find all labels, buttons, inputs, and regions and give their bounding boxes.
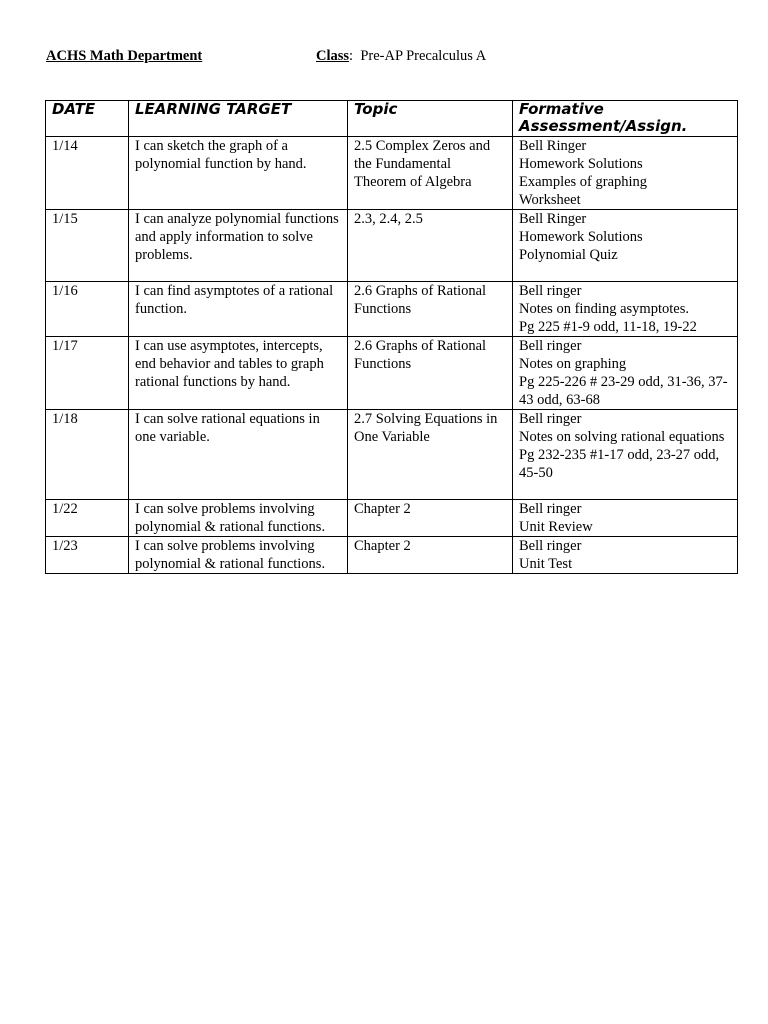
assessment-item: Unit Test: [519, 556, 573, 572]
table-row: [46, 210, 738, 282]
assessment-cell: [513, 410, 738, 500]
assessment-item: Bell ringer: [519, 501, 582, 517]
class-label: Class: [316, 48, 350, 64]
assessment-cell: [513, 337, 738, 410]
assessment-item: Bell Ringer: [519, 138, 587, 154]
topic-cell: 2.7 Solving Equations in One Variable: [348, 410, 513, 500]
assessment-item: Bell ringer: [519, 411, 582, 427]
class-separator: :: [349, 48, 354, 64]
assessment-item: Polynomial Quiz: [519, 247, 618, 263]
column-header-assessment: Formative Assessment/Assign.: [513, 101, 738, 137]
date-cell: 1/14: [46, 137, 129, 210]
column-header-date: DATE: [46, 101, 129, 137]
learning-target-cell: I can solve rational equations in one variable.: [129, 410, 348, 500]
date-cell: 1/18: [46, 410, 129, 500]
assessment-cell: [513, 500, 738, 537]
table-row: [46, 282, 738, 337]
assessment-item: Bell ringer: [519, 283, 582, 299]
topic-cell: Chapter 2: [348, 500, 513, 537]
class-info: [316, 47, 486, 65]
class-name: Pre-AP Precalculus A: [360, 48, 487, 64]
assessment-cell: [513, 137, 738, 210]
learning-target-cell: I can solve problems involving polynomial & rational functions.: [129, 500, 348, 537]
date-cell: 1/16: [46, 282, 129, 337]
date-cell: 1/17: [46, 337, 129, 410]
assessment-item: Bell ringer: [519, 538, 582, 554]
assessment-cell: [513, 537, 738, 574]
topic-cell: 2.6 Graphs of Rational Functions: [348, 337, 513, 410]
column-header-topic: Topic: [348, 101, 513, 137]
assessment-cell: [513, 210, 738, 282]
learning-target-cell: I can analyze polynomial functions and apply information to solve problems.: [129, 210, 348, 282]
lesson-schedule-table: [45, 100, 738, 574]
assessment-item: Unit Review: [519, 519, 593, 535]
column-header-learning-target: LEARNING TARGET: [129, 101, 348, 137]
department-title: ACHS Math Department: [46, 48, 203, 64]
date-cell: 1/22: [46, 500, 129, 537]
table-header-row: [46, 101, 738, 137]
table-row: [46, 410, 738, 500]
assessment-item: Homework Solutions: [519, 229, 643, 245]
assessment-cell: [513, 282, 738, 337]
date-cell: 1/23: [46, 537, 129, 574]
topic-cell: 2.5 Complex Zeros and the Fundamental Theorem of Algebra: [348, 137, 513, 210]
assessment-item: Bell ringer: [519, 338, 582, 354]
assessment-item: Pg 232-235 #1-17 odd, 23-27 odd, 45-50: [519, 447, 720, 481]
topic-cell: 2.6 Graphs of Rational Functions: [348, 282, 513, 337]
table-row: [46, 500, 738, 537]
assessment-item: Notes on graphing: [519, 356, 627, 372]
assessment-item: Worksheet: [519, 192, 581, 208]
learning-target-cell: I can sketch the graph of a polynomial function by hand.: [129, 137, 348, 210]
table-row: [46, 537, 738, 574]
topic-cell: 2.3, 2.4, 2.5: [348, 210, 513, 282]
assessment-item: Bell Ringer: [519, 211, 587, 227]
assessment-item: Pg 225-226 # 23-29 odd, 31-36, 37-43 odd, 63-68: [519, 374, 728, 408]
assessment-item: Pg 225 #1-9 odd, 11-18, 19-22: [519, 319, 697, 335]
assessment-item: Notes on finding asymptotes.: [519, 301, 689, 317]
learning-target-cell: I can solve problems involving polynomial & rational functions.: [129, 537, 348, 574]
topic-cell: Chapter 2: [348, 537, 513, 574]
table-row: [46, 337, 738, 410]
date-cell: 1/15: [46, 210, 129, 282]
learning-target-cell: I can find asymptotes of a rational function.: [129, 282, 348, 337]
assessment-item: Homework Solutions: [519, 156, 643, 172]
assessment-item: Examples of graphing: [519, 174, 648, 190]
table-row: [46, 137, 738, 210]
learning-target-cell: I can use asymptotes, intercepts, end behavior and tables to graph rational functions by hand.: [129, 337, 348, 410]
assessment-item: Notes on solving rational equations: [519, 429, 725, 445]
